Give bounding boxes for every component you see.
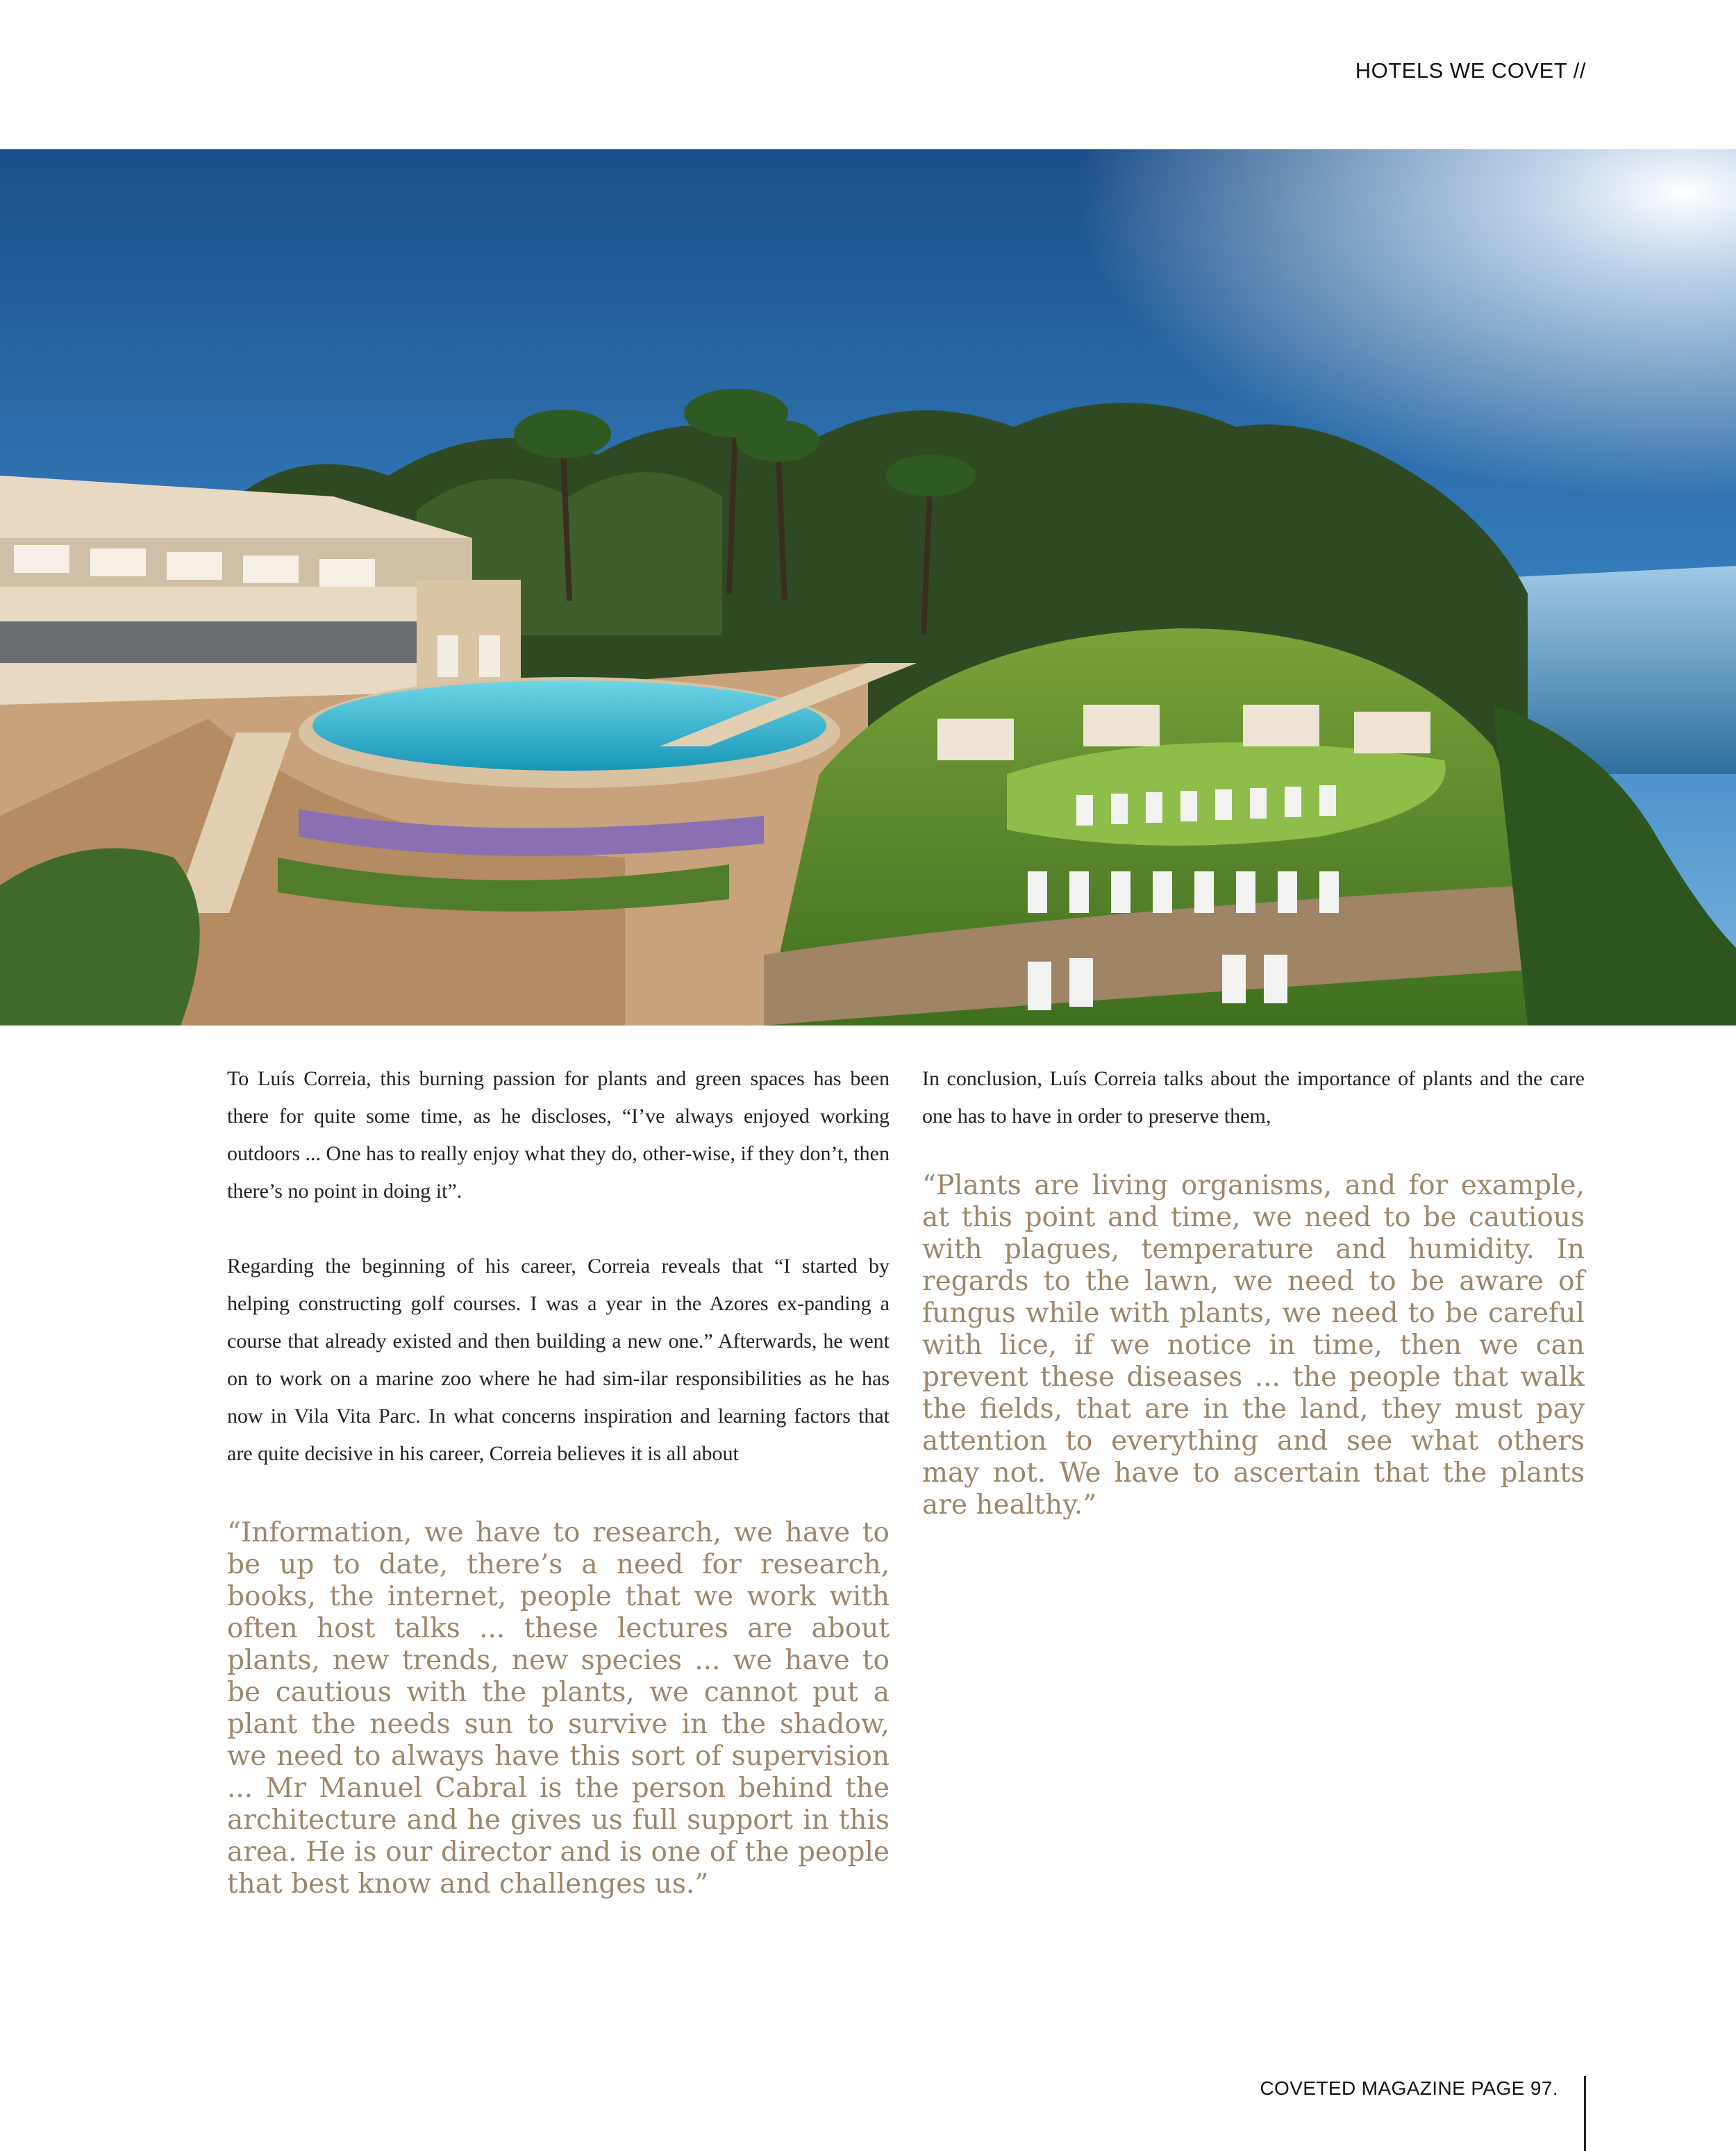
page-number: COVETED MAGAZINE PAGE 97. [1260,2077,1558,2099]
pull-quote: “Plants are living organisms, and for example, at this point and time, we need to be cautious with plagues, temperature and humidity. In regards to the lawn, we need to be aware of fungus while with plants, we need to be careful with lice, if we notice in time, then we can prevent these diseases ... the people that walk the fields, that are in the land, they must pay attention to everything and see what others may not. We have to ascertain that the plants are healthy.” [922,1170,1585,1521]
body-paragraph: To Luís Correia, this burning passion for plants and green spaces has been there for quite some time, as he discloses, “I’ve always enjoyed working outdoors ... One has to really enjoy what they do, other-wise, if they don’t, then there’s no point in doing it”. [227,1067,890,1203]
resort-photo [0,149,1736,1026]
footer-divider [1584,2076,1586,2151]
resort-photo-icon [0,149,1736,1026]
right-column [922,1060,1585,1521]
pull-quote: “Information, we have to research, we have to be up to date, there’s a need for research, books, the internet, people that we work with often host talks ... these lectures are about plants, new trends, new species ... we have to be cautious with the plants, we cannot put a plant the needs sun to survive in the shadow, we need to always have this sort of supervision ... Mr Manuel Cabral is the person behind the architecture and he gives us full support in this area. He is our director and is one of the people that best know and challenges us.” [227,1517,890,1900]
section-header: HOTELS WE COVET // [1355,58,1586,83]
body-paragraph: In conclusion, Luís Correia talks about the importance of plants and the care one has to have in order to preserve them, [922,1067,1585,1128]
body-paragraph: Regarding the beginning of his career, Correia reveals that “I started by helping constructing golf courses. I was a year in the Azores ex-panding a course that already existed and then building a new one.” Afterwards, he went on to work on a marine zoo where he had sim-ilar responsibilities as he has now in Vila Vita Parc. In what concerns inspiration and learning factors that are quite decisive in his career, Correia believes it is all about [227,1255,890,1465]
left-column [227,1060,890,1900]
